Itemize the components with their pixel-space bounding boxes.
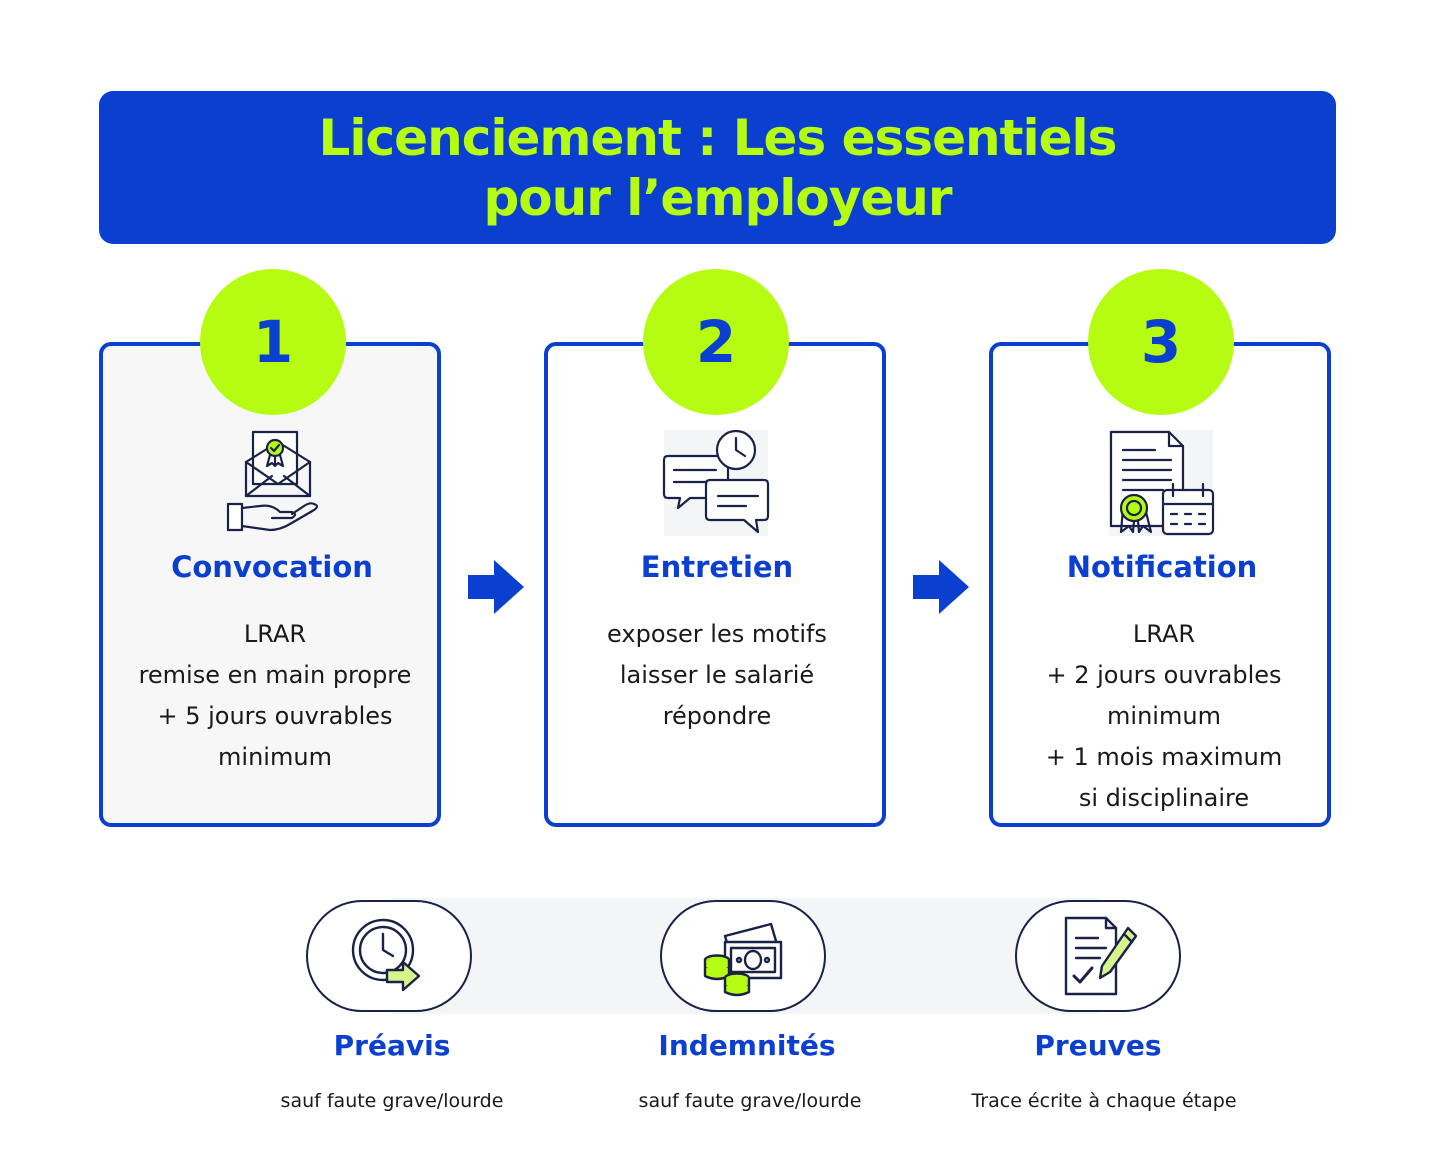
step-number-badge: 2 [643,269,789,415]
step-title-entretien: Entretien [640,550,794,584]
step-description-notification [993,614,1335,819]
step-description-convocation [104,614,446,778]
arrow-right-icon [468,560,524,614]
essential-title-preavis: Préavis [333,1029,451,1062]
essential-note-preavis: sauf faute grave/lourde [280,1090,504,1112]
step-line: + 5 jours ouvrables [157,702,393,730]
checklist-pen-icon [1056,914,1140,998]
step-line: LRAR [243,620,307,648]
essential-title-indemnites: Indemnités [658,1029,836,1062]
step-line: si disciplinaire [1078,784,1250,812]
step-number-badge: 1 [200,269,346,415]
step-title-notification: Notification [1066,550,1258,584]
essential-badge-preavis [306,900,472,1012]
essential-note-preuves: Trace écrite à chaque étape [971,1090,1237,1112]
step-line: remise en main propre [138,661,412,689]
essential-badge-preuves [1015,900,1181,1012]
step-line: minimum [1107,702,1221,730]
step-line: + 2 jours ouvrables [1046,661,1282,689]
title-banner [99,91,1336,244]
step-description-entretien [546,614,888,737]
step-line: minimum [218,743,332,771]
chat-bubbles-clock-icon [662,428,770,538]
essential-title-preuves: Preuves [1034,1029,1162,1062]
page-title-line-2: pour l’employeur [483,168,952,227]
envelope-certificate-hand-icon [220,428,328,538]
step-title-convocation: Convocation [171,550,373,584]
step-line: exposer les motifs [607,620,827,648]
clock-arrow-icon [347,914,431,998]
step-number-badge: 3 [1088,269,1234,415]
essential-badge-indemnites [660,900,826,1012]
step-line: laisser le salarié [619,661,815,689]
money-coins-icon [701,914,785,998]
document-seal-calendar-icon [1107,428,1215,538]
step-line: LRAR [1132,620,1196,648]
page-title-line-1: Licenciement : Les essentiels [318,108,1117,167]
essential-note-indemnites: sauf faute grave/lourde [638,1090,862,1112]
arrow-right-icon [913,560,969,614]
step-line: répondre [662,702,772,730]
step-line: + 1 mois maximum [1045,743,1283,771]
